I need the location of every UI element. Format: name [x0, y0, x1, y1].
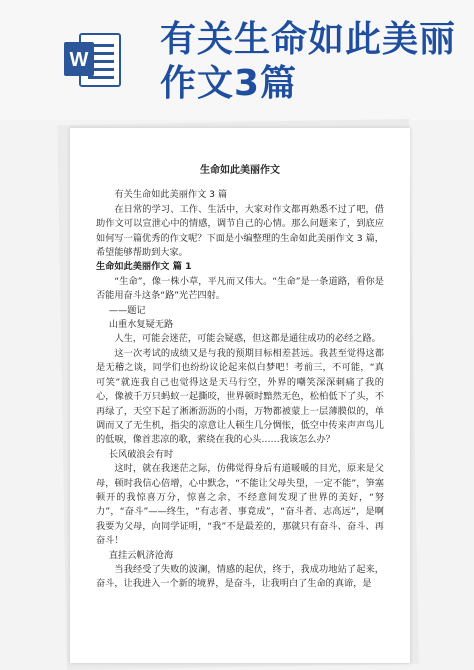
document-paragraph: 山重水复疑无路 — [108, 319, 174, 331]
section-heading: 生命如此美丽作文 篇 1 — [96, 261, 192, 273]
document-paragraph: 这时，就在我迷茫之际，仿佛觉得身后有道暖暖的目光，原来是父母，顿时我信心倍增，心中默念，“不能让父母失望，一定不能”，笋塞顿开的我惊喜万分，惊喜之余，不经意间发现了世界的美好，“努力”，“奋斗”——终生，“有志者、事竟成”，“奋斗者、志高远”，是啊我要为父母，向同学证明，“我”不是最差的，那就只有奋斗、奋斗、再奋斗！ — [96, 463, 384, 547]
document-paragraph: 这一次考试的成绩又是与我的预期目标相差甚远。我甚至觉得这都是无稽之谈，同学们也纷纷议论起来似白梦吧！考前三，不可能，“真可笑”就连我自己也觉得这是天马行空，外界的嘲笑深深刺痛了我的心，像被千万只蚂蚁一起撕咬，世界顿时黯然无色，松柏低下了头，不再绿了，天空下起了淅淅沥沥的小雨，万物都被蒙上一层薄膜似的，单调而又了无生机，指尖的凉意让人顿生几分惆怅，低空中传来声声鸟儿的低唳，像首悲凉的歌，萦绕在我的心头……我该怎么办？ — [96, 347, 384, 446]
page-title-line-2: 作文3篇 — [160, 63, 298, 104]
document-paragraph: 有关生命如此美丽作文 3 篇 — [114, 189, 228, 201]
document-paragraph: 长风破浪会有时 — [108, 448, 174, 460]
page-title — [160, 18, 456, 106]
document-paragraph: ——题记 — [108, 304, 146, 316]
document-title: 生命如此美丽作文 — [200, 165, 280, 176]
document-body — [70, 128, 410, 592]
document-page — [70, 128, 410, 663]
document-paragraph: 在日常的学习、工作、生活中，大家对作文都再熟悉不过了吧，借助作文可以宣泄心中的情感，调节自己的心情。那么问题来了，到底应如何写一篇优秀的作文呢？下面是小编整理的生命如此美丽作文 3 篇，希望能够帮助到大家。 — [96, 203, 384, 259]
document-paragraph: 人生，可能会迷茫，可能会疑惑，但这都是通往成功的必经之路。 — [114, 333, 381, 345]
document-paragraph: “生命”，像一株小草，平凡而又伟大。“生命”是一条道路，看你是否能用奋斗这条“路”光芒四射。 — [96, 275, 384, 302]
page-title-line-1: 有关生命如此美丽 — [160, 19, 457, 60]
word-logo-letter: W — [69, 49, 89, 71]
banner-header — [0, 0, 474, 120]
word-document-icon — [60, 28, 124, 92]
document-paragraph: 当我经受了失败的波澜，情感的起伏，终于，我成功地站了起来，奋斗，让我进入一个新的境界，是奋斗，让我明白了生命的真谛，是 — [96, 563, 384, 590]
document-paragraph: 直挂云帆济沧海 — [108, 549, 174, 561]
